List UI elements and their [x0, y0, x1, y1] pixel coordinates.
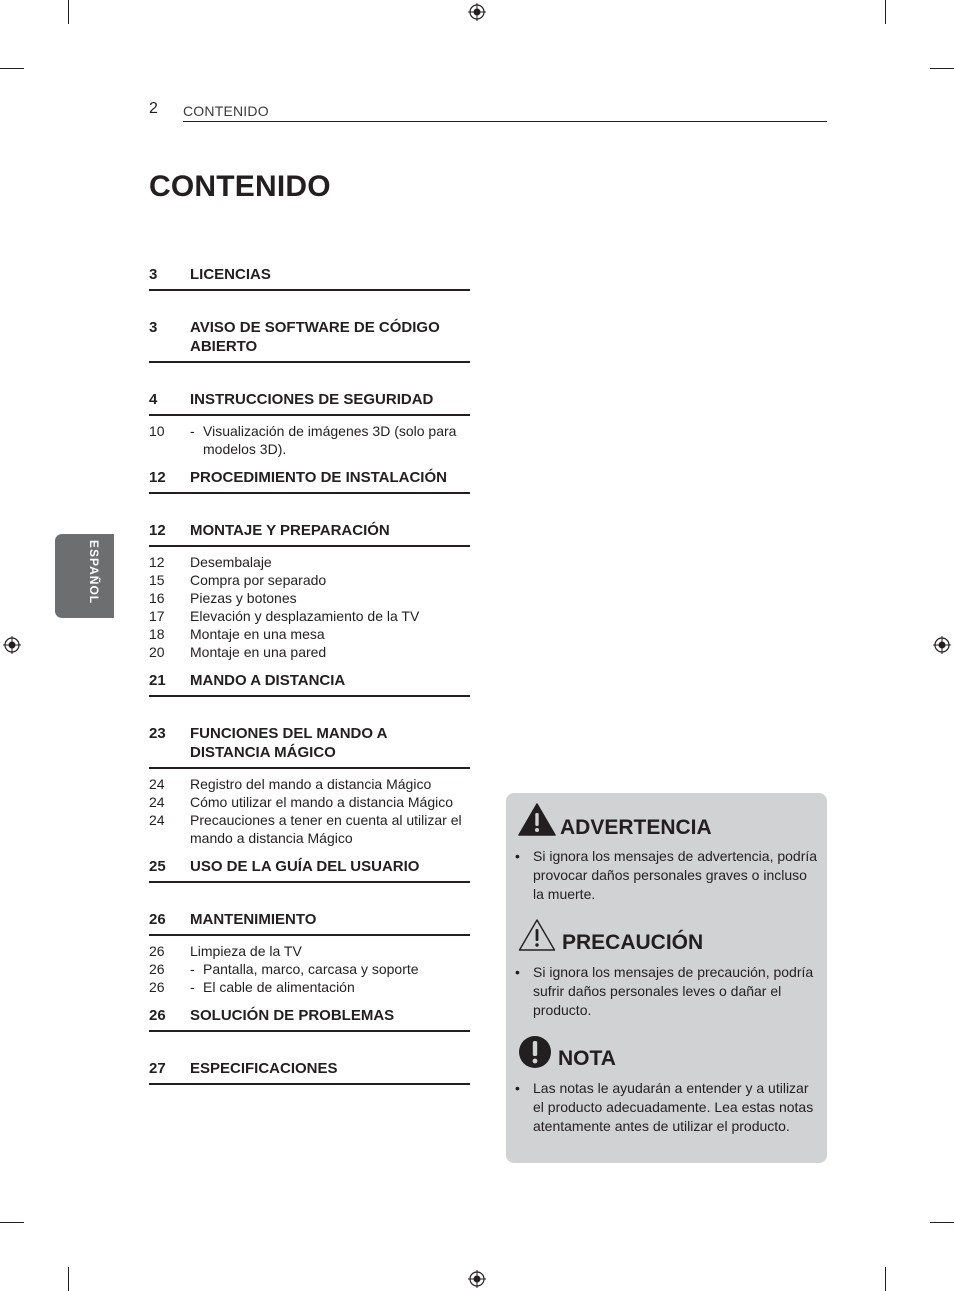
toc-subentry-title: Desembalaje — [190, 554, 272, 570]
registration-mark-icon — [933, 636, 951, 654]
toc-subentry[interactable] — [149, 942, 470, 960]
toc-heading[interactable] — [149, 265, 470, 291]
toc-heading[interactable] — [149, 724, 470, 769]
toc-subentry[interactable] — [149, 978, 470, 996]
toc-heading-page: 12 — [149, 522, 166, 539]
toc-section — [149, 724, 470, 847]
caution-outline-triangle-icon — [518, 918, 556, 952]
toc-subentry-page: 26 — [149, 961, 165, 977]
toc-heading-title: PROCEDIMIENTO DE INSTALACIÓN — [190, 469, 447, 486]
toc-section — [149, 318, 470, 363]
toc-heading-title: USO DE LA GUÍA DEL USUARIO — [190, 858, 420, 875]
crop-mark — [930, 1222, 954, 1223]
note-title: NOTA — [558, 1047, 616, 1070]
crop-mark — [0, 68, 24, 69]
language-side-tab — [55, 534, 114, 618]
note-text: Las notas le ayudarán a entender y a utilizar el producto adecuadamente. Lea estas notas atentamente antes de utilizar el producto. — [533, 1080, 814, 1134]
bullet: • — [515, 1080, 520, 1096]
toc-heading-page: 26 — [149, 1007, 166, 1024]
crop-mark — [930, 68, 954, 69]
table-of-contents — [149, 265, 470, 1085]
toc-subentry-title: Visualización de imágenes 3D (solo para modelos 3D). — [203, 423, 457, 457]
registration-mark-icon — [3, 636, 21, 654]
toc-heading-page: 27 — [149, 1060, 166, 1077]
toc-subentry-dash: - — [190, 979, 195, 995]
toc-section — [149, 265, 470, 291]
toc-subentry[interactable] — [149, 775, 470, 793]
toc-subentry-title: Piezas y botones — [190, 590, 297, 606]
toc-subentry-page: 24 — [149, 776, 165, 792]
toc-heading-page: 21 — [149, 672, 166, 689]
toc-heading[interactable] — [149, 521, 470, 547]
toc-subentry[interactable] — [149, 571, 470, 589]
toc-section — [149, 1059, 470, 1085]
crop-mark — [885, 0, 886, 24]
toc-subentry-page: 20 — [149, 644, 165, 660]
toc-subentry-page: 18 — [149, 626, 165, 642]
toc-heading-page: 26 — [149, 911, 166, 928]
toc-heading-title: MONTAJE Y PREPARACIÓN — [190, 522, 390, 539]
toc-subentry-title: Precauciones a tener en cuenta al utilizar el mando a distancia Mágico — [190, 812, 462, 846]
toc-subentry[interactable] — [149, 793, 470, 811]
toc-section — [149, 857, 470, 883]
toc-heading[interactable] — [149, 318, 470, 363]
toc-subentry-title: Pantalla, marco, carcasa y soporte — [203, 961, 419, 977]
header-divider — [183, 121, 827, 122]
toc-subentry-title: Limpieza de la TV — [190, 943, 302, 959]
bullet: • — [515, 964, 520, 980]
toc-subentry[interactable] — [149, 607, 470, 625]
crop-mark — [885, 1267, 886, 1291]
toc-heading-page: 4 — [149, 391, 158, 408]
toc-heading-title: LICENCIAS — [190, 266, 271, 283]
toc-subentry-title: Montaje en una pared — [190, 644, 327, 660]
toc-subentry-title: Compra por separado — [190, 572, 327, 588]
toc-subentry[interactable] — [149, 422, 470, 458]
toc-heading-page: 25 — [149, 858, 166, 875]
toc-subentry-dash: - — [190, 961, 195, 977]
toc-heading-title: INSTRUCCIONES DE SEGURIDAD — [190, 391, 434, 408]
registration-mark-icon — [468, 1270, 486, 1288]
note-exclamation-circle-icon — [518, 1035, 552, 1069]
toc-subentry-page: 26 — [149, 979, 165, 995]
warning-title: ADVERTENCIA — [560, 816, 712, 839]
page-number: 2 — [149, 100, 158, 117]
toc-subentry-page: 26 — [149, 943, 165, 959]
toc-section — [149, 521, 470, 661]
toc-heading-page: 12 — [149, 469, 166, 486]
crop-mark — [68, 0, 69, 24]
toc-subentry-page: 10 — [149, 423, 165, 439]
toc-subentry-page: 16 — [149, 590, 165, 606]
notice-box — [506, 793, 827, 1163]
toc-section — [149, 1006, 470, 1032]
registration-mark-icon — [468, 3, 486, 21]
toc-heading-title: AVISO DE SOFTWARE DE CÓDIGO ABIERTO — [190, 319, 440, 355]
toc-subentry[interactable] — [149, 960, 470, 978]
language-tab-label: ESPAÑOL — [87, 540, 101, 605]
toc-section — [149, 468, 470, 494]
toc-heading-page: 23 — [149, 725, 166, 742]
toc-subentry-page: 24 — [149, 794, 165, 810]
toc-subentry-title: Registro del mando a distancia Mágico — [190, 776, 432, 792]
toc-subentry-title: Montaje en una mesa — [190, 626, 325, 642]
toc-heading[interactable] — [149, 1059, 470, 1085]
warning-filled-triangle-icon — [518, 803, 556, 837]
toc-heading[interactable] — [149, 671, 470, 697]
toc-heading-title: MANTENIMIENTO — [190, 911, 317, 928]
toc-heading-page: 3 — [149, 319, 158, 336]
page-title: CONTENIDO — [149, 170, 331, 203]
toc-subentry-page: 24 — [149, 812, 165, 828]
toc-subentry-page: 17 — [149, 608, 165, 624]
caution-title: PRECAUCIÓN — [562, 931, 704, 954]
crop-mark — [68, 1267, 69, 1291]
toc-subentry-title: El cable de alimentación — [203, 979, 355, 995]
toc-subentry[interactable] — [149, 643, 470, 661]
running-header-title: CONTENIDO — [183, 103, 269, 119]
toc-heading-title: ESPECIFICACIONES — [190, 1060, 338, 1077]
toc-section — [149, 390, 470, 458]
toc-heading[interactable] — [149, 857, 470, 883]
toc-subentry-title: Elevación y desplazamiento de la TV — [190, 608, 420, 624]
toc-subentry-dash: - — [190, 423, 195, 439]
toc-section — [149, 910, 470, 996]
toc-heading[interactable] — [149, 910, 470, 936]
toc-subentry[interactable] — [149, 811, 470, 847]
toc-heading-title: FUNCIONES DEL MANDO A DISTANCIA MÁGICO — [190, 725, 387, 761]
toc-heading[interactable] — [149, 390, 470, 416]
toc-subentry[interactable] — [149, 625, 470, 643]
toc-heading[interactable] — [149, 468, 470, 494]
toc-heading[interactable] — [149, 1006, 470, 1032]
toc-subentry[interactable] — [149, 589, 470, 607]
toc-heading-page: 3 — [149, 266, 158, 283]
toc-subentry-page: 15 — [149, 572, 165, 588]
toc-subentry[interactable] — [149, 553, 470, 571]
toc-subentry-title: Cómo utilizar el mando a distancia Mágico — [190, 794, 454, 810]
toc-heading-title: SOLUCIÓN DE PROBLEMAS — [190, 1007, 395, 1024]
toc-heading-title: MANDO A DISTANCIA — [190, 672, 346, 689]
toc-subentry-page: 12 — [149, 554, 165, 570]
warning-text: Si ignora los mensajes de advertencia, podría provocar daños personales graves o incluso la muerte. — [533, 848, 818, 902]
toc-section — [149, 671, 470, 697]
crop-mark — [0, 1222, 24, 1223]
caution-text: Si ignora los mensajes de precaución, podría sufrir daños personales leves o dañar el producto. — [533, 964, 814, 1018]
bullet: • — [515, 848, 520, 864]
